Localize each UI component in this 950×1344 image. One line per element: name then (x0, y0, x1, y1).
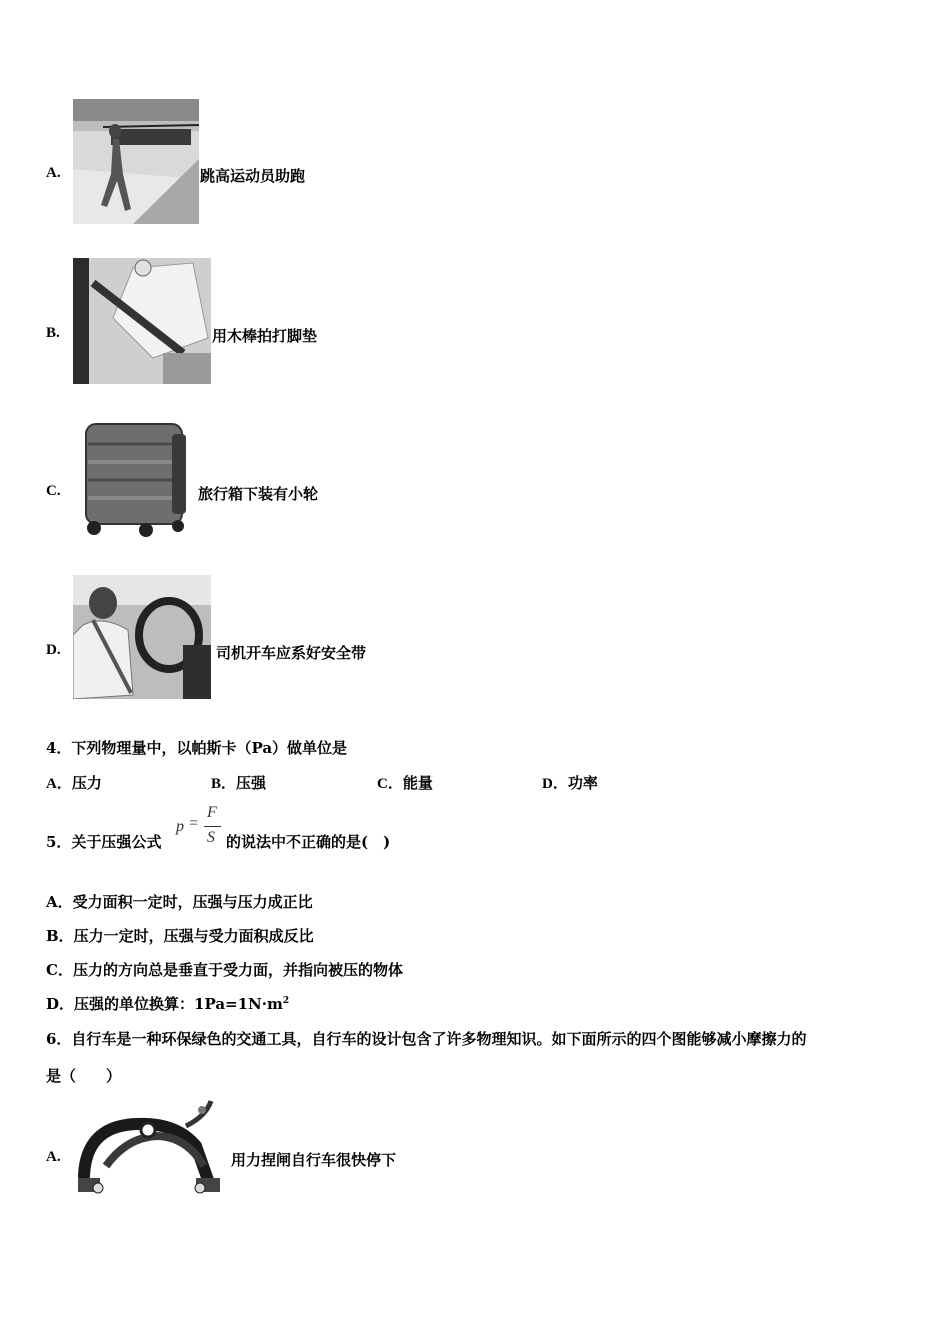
beating-doormat-photo (73, 258, 211, 384)
formula-denominator: S (207, 829, 215, 846)
option-a-letter: A. (46, 165, 61, 181)
q4-option-a-text: 压力 (71, 774, 102, 792)
q4-option-a (46, 772, 102, 793)
option-a-text: 跳高运动员助跑 (200, 167, 306, 185)
q4-option-b-text: 压强 (236, 774, 267, 792)
q4-option-b-letter: B． (211, 776, 237, 792)
q4-option-a-letter: A． (46, 776, 72, 792)
question-4-stem: 4．下列物理量中，以帕斯卡（Pa）做单位是 (46, 739, 348, 757)
q4-option-b (211, 772, 266, 793)
option-d-text: 司机开车应系好安全带 (216, 644, 367, 662)
q5-option-a: A．受力面积一定时，压强与压力成正比 (46, 893, 313, 911)
q4-option-c-letter: C． (377, 776, 403, 792)
option-c-letter: C. (46, 483, 61, 499)
q4-option-d (542, 772, 598, 793)
option-b-text: 用木棒拍打脚垫 (212, 327, 318, 345)
question-6-stem-line1: 6．自行车是一种环保绿色的交通工具，自行车的设计包含了许多物理知识。如下面所示的四个图能够减小摩擦力的 (46, 1030, 807, 1048)
formula-equals: = (189, 815, 199, 832)
q4-option-c-text: 能量 (402, 774, 433, 792)
formula-fraction-bar (204, 826, 221, 827)
q6-option-a-text: 用力捏闸自行车很快停下 (231, 1151, 397, 1169)
formula-numerator: F (207, 804, 217, 821)
q5-option-d-text: D．压强的单位换算：1Pa=1N·m (46, 995, 283, 1013)
question-5-stem-before: 5．关于压强公式 (46, 833, 162, 851)
question-5-stem-after: 的说法中不正确的是( ) (226, 833, 391, 851)
formula-lhs: p (176, 818, 184, 835)
q5-option-c: C．压力的方向总是垂直于受力面，并指向被压的物体 (46, 961, 403, 979)
q4-option-d-letter: D． (542, 776, 568, 792)
q4-option-d-text: 功率 (567, 774, 598, 792)
q5-option-d-superscript: 2 (282, 996, 290, 1006)
q5-option-b: B．压力一定时，压强与受力面积成反比 (46, 927, 314, 945)
q5-option-d (46, 993, 289, 1014)
option-c-text: 旅行箱下装有小轮 (198, 485, 319, 503)
suitcase-with-wheels-photo (80, 420, 192, 538)
q6-option-a-letter: A. (46, 1149, 61, 1165)
driver-seatbelt-photo (73, 575, 211, 699)
option-d-letter: D. (46, 642, 61, 658)
high-jumper-running-photo (73, 99, 199, 224)
question-6-stem-line2: 是（ ） (46, 1067, 122, 1085)
q4-option-c (377, 772, 433, 793)
option-b-letter: B. (46, 325, 60, 341)
bicycle-brake-caliper-photo (76, 1096, 224, 1196)
